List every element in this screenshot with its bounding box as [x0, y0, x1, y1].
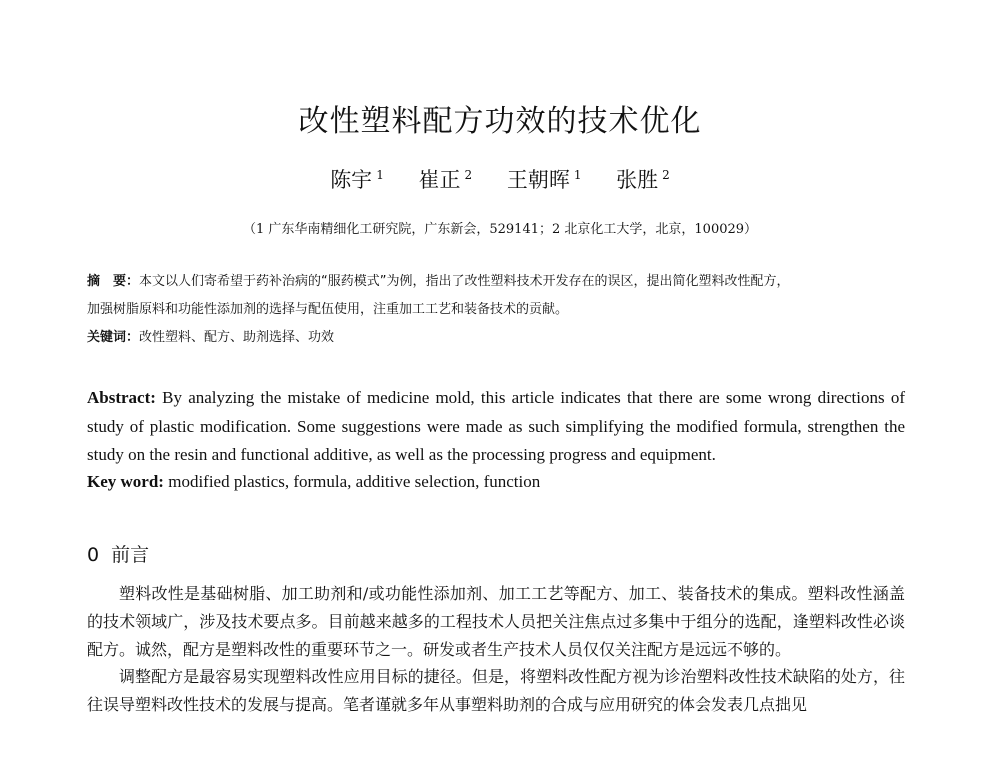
abstract-en-text: By analyzing the mistake of medicine mold, this article indicates that there are some wrong directions of study of plastic modification. Some suggestions were made as such simplifying the modified formula, strengthen the study on the resin and functional additive, as well as the processing progress and equipment.	[87, 388, 906, 464]
author-affil-mark: 2	[662, 168, 670, 182]
author-2	[419, 168, 473, 192]
author-4	[616, 168, 670, 192]
author-1	[330, 168, 384, 192]
author-name: 陈宇	[330, 168, 373, 192]
author-list	[0, 164, 1000, 194]
abstract-en	[87, 384, 905, 470]
keywords-en-text: modified plastics, formula, additive selection, function	[168, 472, 541, 491]
author-3	[507, 168, 582, 192]
author-affil-mark: 1	[376, 168, 384, 182]
affiliation: （1 广东华南精细化工研究院，广东新会，529141；2 北京化工大学，北京，100029）	[242, 222, 758, 237]
paragraph-2: 调整配方是最容易实现塑料改性应用目标的捷径。但是，将塑料改性配方视为诊治塑料改性技术缺陷的处方，往往误导塑料改性技术的发展与提高。笔者谨就多年从事塑料助剂的合成与应用研究的体会发表几点拙见	[87, 667, 905, 715]
keywords-cn-label: 关键词：	[87, 330, 140, 345]
keywords-en-label: Key word:	[87, 472, 164, 491]
keywords-cn	[87, 324, 907, 352]
section-title-text: 前言	[111, 544, 150, 566]
abstract-cn-text: 本文以人们寄希望于药补治病的“服药模式”为例，指出了改性塑料技术开发存在的误区，提出简化塑料改性配方，	[139, 274, 790, 289]
keywords-cn-text: 改性塑料、配方、助剂选择、功效	[139, 330, 335, 345]
abstract-en-label: Abstract:	[87, 388, 156, 407]
author-name: 王朝晖	[506, 168, 570, 192]
author-name: 张胜	[616, 168, 659, 192]
section-number: 0	[87, 544, 100, 566]
body-text	[87, 580, 905, 719]
abstract-cn-label: 摘 要：	[87, 274, 140, 289]
keywords-en	[87, 468, 905, 496]
paragraph-1: 塑料改性是基础树脂、加工助剂和/或功能性添加剂、加工工艺等配方、加工、装备技术的集成。塑料改性涵盖的技术领域广，涉及技术要点多。目前越来越多的工程技术人员把关注焦点过多集中于组分的选配，逢塑料改性必谈配方。诚然，配方是塑料改性的重要环节之一。研发或者生产技术人员仅仅关注配方是远远不够的。	[87, 584, 905, 659]
section-heading	[87, 540, 149, 567]
paper-title: 改性塑料配方功效的技术优化	[298, 104, 702, 139]
author-affil-mark: 2	[464, 168, 473, 182]
abstract-cn-line-1	[87, 268, 907, 296]
abstract-cn-line-2: 加强树脂原料和功能性添加剂的选择与配伍使用，注重加工工艺和装备技术的贡献。	[87, 302, 569, 317]
author-affil-mark: 1	[573, 168, 582, 182]
author-name: 崔正	[418, 168, 461, 192]
